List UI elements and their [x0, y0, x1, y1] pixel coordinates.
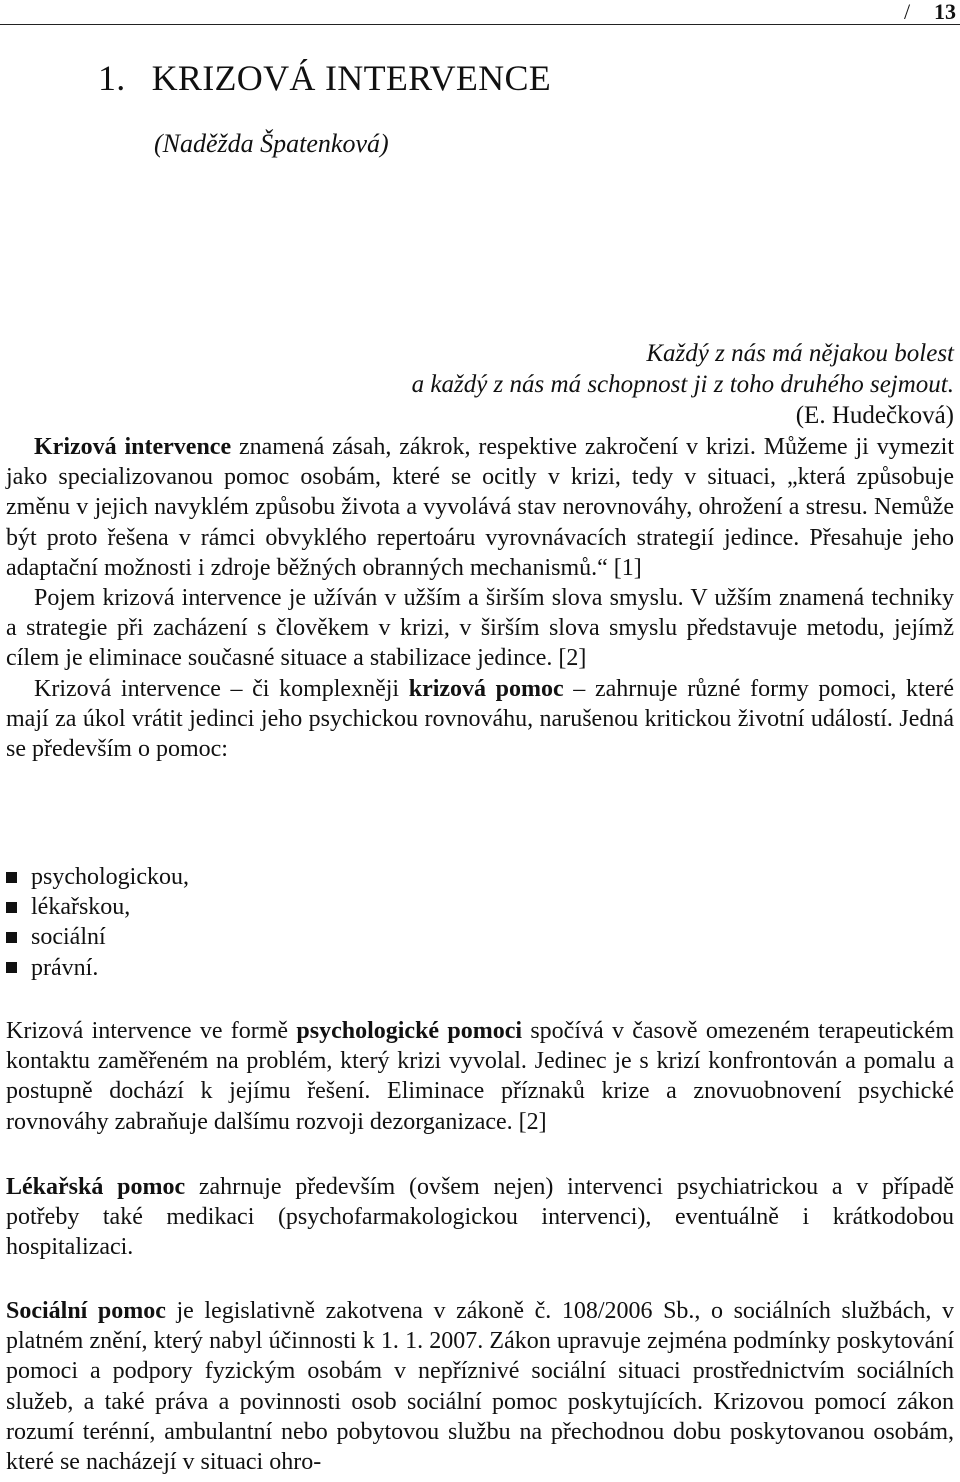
intro-section [6, 432, 954, 764]
list-item [6, 862, 189, 892]
list-item-text: lékařskou, [31, 894, 131, 921]
motto-line: a každý z nás má schopnost ji z toho druhého sejmout. [411, 371, 954, 398]
term-krizova-pomoc: krizová pomoc [408, 675, 564, 702]
social-paragraph [6, 1296, 954, 1477]
help-types-list [6, 862, 189, 983]
psychological-help-section [6, 1016, 954, 1137]
term-socialni-pomoc: Sociální pomoc [6, 1298, 166, 1324]
term-lekarska-pomoc: Lékařská pomoc [6, 1174, 186, 1200]
medical-paragraph [6, 1172, 954, 1263]
list-item-text: psychologickou, [31, 864, 189, 890]
chapter-title [98, 56, 551, 100]
paragraph-text: Krizová intervence – či komplexněji [34, 675, 409, 702]
list-item-text: sociální [31, 924, 106, 951]
header-slash: / [904, 0, 911, 24]
square-bullet-icon [6, 902, 17, 913]
motto-line: Každý z nás má nějakou bolest [646, 340, 954, 367]
list-item [6, 953, 189, 983]
list-item [6, 922, 189, 952]
page-number: 13 [934, 0, 956, 24]
intro-paragraph-3 [6, 674, 954, 765]
social-help-section [6, 1296, 954, 1477]
header-rule [0, 24, 960, 25]
paragraph-text: – zahrnuje různé formy pomoci, které mají za úkol vrátit jedinci jeho psychickou rovnováhu, narušenou kritickou životní událostí. Jedná se především o pomoc: [6, 675, 955, 763]
psychological-paragraph [6, 1016, 954, 1137]
paragraph-text: Krizová intervence ve formě [6, 1018, 297, 1044]
paragraph-text: spočívá v časově omezeném terapeutickém kontaktu zaměřeném na problém, který krizi vyvolal. Jedinec je s krizí konfrontován a pomalu a postupně dochází k jejímu řešení. Eliminace příznaků krize a znovuobnovení psychické rovnováhy zabraňuje dalšímu rozvoji dezorganizace. [2] [6, 1018, 954, 1135]
medical-help-section [6, 1172, 954, 1263]
square-bullet-icon [6, 962, 17, 973]
square-bullet-icon [6, 872, 17, 883]
paragraph-text: znamená zásah, zákrok, respektive zakročení v krizi. Můžeme ji vymezit jako specializovanou pomoc osobám, které se ocitly v krizi, tedy v situaci, „která způsobuje změnu v jejich navyklém způsobu života a vyvolává stav nerovnováhy, ohrožení a stresu. Nemůže být proto řešena v rámci obvyklého repertoáru vyrovnávacích strategií jedince. Přesahuje jeho adaptační možnosti i zdroje běžných obranných mechanismů.“ [1] [6, 434, 955, 581]
chapter-title-text: KRIZOVÁ INTERVENCE [151, 58, 552, 98]
term-psychologicke-pomoci: psychologické pomoci [296, 1018, 523, 1044]
motto-source: (E. Hudečková) [795, 402, 954, 429]
paragraph-text: je legislativně zakotvena v zákoně č. 108/2006 Sb., o sociálních službách, v platném znění, který nabyl účinnosti k 1. 1. 2007. Zákon upravuje zejména podmínky poskytování pomoci a podpory fyzickým osobám v nepříznivé sociální situaci prostřednictvím sociálních služeb, a také práva a povinnosti osob sociální pomoc poskytujících. Krizovou pomocí zákon rozumí terénní, ambulantní nebo pobytovou službu na přechodnou dobu poskytovanou osobám, které se nacházejí v situaci ohro- [6, 1298, 955, 1476]
term-krizova-intervence: Krizová intervence [34, 434, 232, 460]
motto [412, 338, 954, 400]
intro-paragraph-2: Pojem krizová intervence je užíván v užším a širším slova smyslu. V užším znamená techniky a strategie při zacházení s člověkem v krizi, v širším slova smyslu představuje metodu, jejímž cílem je eliminace současné situace a stabilizace jedince. [2] [6, 585, 954, 672]
chapter-number: 1. [98, 58, 126, 98]
intro-paragraph-1 [6, 432, 954, 583]
paragraph-text: zahrnuje především (ovšem nejen) intervenci psychiatrickou a v případě potřeby také medikaci (psychofarmakologickou intervenci), eventuálně i krátkodobou hospitalizaci. [6, 1174, 954, 1261]
list-item-text: právní. [31, 954, 99, 981]
chapter-author: (Naděžda Špatenková) [154, 129, 389, 158]
square-bullet-icon [6, 932, 17, 943]
list-item [6, 892, 189, 922]
